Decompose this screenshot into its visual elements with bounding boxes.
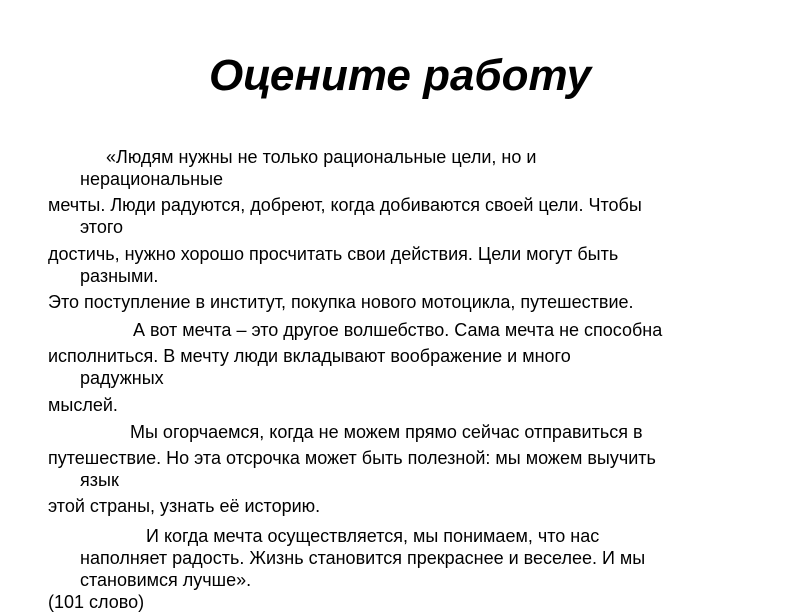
essay-line: этого [80, 217, 124, 237]
essay-line: Это поступление в институт, покупка нового мотоцикла, путешествие. [48, 292, 634, 312]
essay-line: разными. [80, 266, 159, 286]
essay-line: язык [80, 470, 119, 490]
essay-line: «Людям нужны не только рациональные цели, но и [106, 147, 537, 167]
essay-line: И когда мечта осуществляется, мы понимаем, что нас [146, 526, 600, 546]
essay-line: этой страны, узнать её историю. [48, 496, 321, 516]
essay-line: мечты. Люди радуются, добреют, когда добиваются своей цели. Чтобы [48, 195, 642, 215]
essay-line: мыслей. [48, 395, 118, 415]
essay-line: наполняет радость. Жизнь становится прекраснее и веселее. И мы [80, 548, 646, 568]
essay-line: Мы огорчаемся, когда не можем прямо сейчас отправиться в [130, 422, 643, 442]
essay-line: радужных [80, 368, 164, 388]
essay-line: становимся лучше». [80, 570, 252, 590]
essay-line: путешествие. Но эта отсрочка может быть полезной: мы можем выучить [48, 448, 656, 468]
essay-line: достичь, нужно хорошо просчитать свои действия. Цели могут быть [48, 244, 619, 264]
essay-line: исполниться. В мечту люди вкладывают воображение и много [48, 346, 571, 366]
essay-line: нерациональные [80, 169, 224, 189]
essay-line: А вот мечта – это другое волшебство. Сама мечта не способна [133, 320, 663, 340]
slide-title: Оцените работу [208, 51, 592, 100]
word-count: (101 слово) [48, 592, 145, 612]
